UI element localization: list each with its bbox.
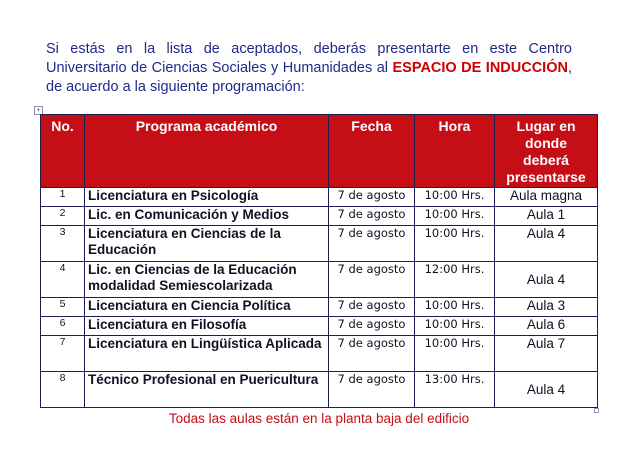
row-hora: 10:00 Hrs. bbox=[415, 226, 495, 262]
table-row bbox=[41, 298, 598, 317]
table-row bbox=[41, 336, 598, 372]
row-hora: 10:00 Hrs. bbox=[415, 188, 495, 207]
row-lugar: Aula magna bbox=[495, 188, 598, 207]
row-fecha: 7 de agosto bbox=[329, 317, 415, 336]
row-fecha: 7 de agosto bbox=[329, 336, 415, 372]
row-num: 7 bbox=[41, 336, 85, 372]
row-num: 6 bbox=[41, 317, 85, 336]
row-fecha: 7 de agosto bbox=[329, 188, 415, 207]
intro-paragraph bbox=[46, 40, 572, 97]
row-lugar: Aula 4 bbox=[495, 372, 598, 408]
table-row bbox=[41, 317, 598, 336]
row-hora: 13:00 Hrs. bbox=[415, 372, 495, 408]
row-num: 5 bbox=[41, 298, 85, 317]
row-num: 4 bbox=[41, 262, 85, 298]
table-move-handle-icon[interactable]: + bbox=[34, 106, 43, 115]
header-lugar: Lugar en donde deberá presentarse bbox=[495, 115, 598, 188]
row-programa: Lic. en Comunicación y Medios bbox=[85, 207, 329, 226]
row-lugar: Aula 6 bbox=[495, 317, 598, 336]
row-lugar: Aula 3 bbox=[495, 298, 598, 317]
row-hora: 10:00 Hrs. bbox=[415, 336, 495, 372]
row-fecha: 7 de agosto bbox=[329, 372, 415, 408]
row-programa: Técnico Profesional en Puericultura bbox=[85, 372, 329, 408]
row-programa: Lic. en Ciencias de la Educación modalidad Semiescolarizada bbox=[85, 262, 329, 298]
row-fecha: 7 de agosto bbox=[329, 226, 415, 262]
row-hora: 10:00 Hrs. bbox=[415, 207, 495, 226]
table-row bbox=[41, 188, 598, 207]
table-row bbox=[41, 226, 598, 262]
row-fecha: 7 de agosto bbox=[329, 262, 415, 298]
row-num: 8 bbox=[41, 372, 85, 408]
row-lugar: Aula 4 bbox=[495, 226, 598, 262]
table-header-row bbox=[41, 115, 598, 188]
header-hora: Hora bbox=[415, 115, 495, 188]
row-hora: 12:00 Hrs. bbox=[415, 262, 495, 298]
row-num: 1 bbox=[41, 188, 85, 207]
row-lugar: Aula 4 bbox=[495, 262, 598, 298]
row-num: 2 bbox=[41, 207, 85, 226]
intro-text-before: Si estás en la lista de aceptados, deberás presentarte en este Centro Universitario de Ciencias Sociales y Humanidades al bbox=[46, 41, 572, 76]
table-row bbox=[41, 262, 598, 298]
row-num: 3 bbox=[41, 226, 85, 262]
header-programa: Programa académico bbox=[85, 115, 329, 188]
row-hora: 10:00 Hrs. bbox=[415, 317, 495, 336]
row-lugar: Aula 7 bbox=[495, 336, 598, 372]
row-programa: Licenciatura en Lingüística Aplicada bbox=[85, 336, 329, 372]
row-hora: 10:00 Hrs. bbox=[415, 298, 495, 317]
header-fecha: Fecha bbox=[329, 115, 415, 188]
row-programa: Licenciatura en Ciencias de la Educación bbox=[85, 226, 329, 262]
row-lugar: Aula 1 bbox=[495, 207, 598, 226]
header-num: No. bbox=[41, 115, 85, 188]
intro-highlight: ESPACIO DE INDUCCIÓN bbox=[392, 60, 568, 76]
row-fecha: 7 de agosto bbox=[329, 207, 415, 226]
row-programa: Licenciatura en Ciencia Política bbox=[85, 298, 329, 317]
row-programa: Licenciatura en Psicología bbox=[85, 188, 329, 207]
footnote: Todas las aulas están en la planta baja del edificio bbox=[168, 411, 470, 426]
table-row bbox=[41, 207, 598, 226]
row-programa: Licenciatura en Filosofía bbox=[85, 317, 329, 336]
row-fecha: 7 de agosto bbox=[329, 298, 415, 317]
intro-text-after: , de acuerdo a la siguiente programación: bbox=[46, 60, 572, 95]
schedule-table bbox=[40, 114, 598, 408]
table-row bbox=[41, 372, 598, 408]
